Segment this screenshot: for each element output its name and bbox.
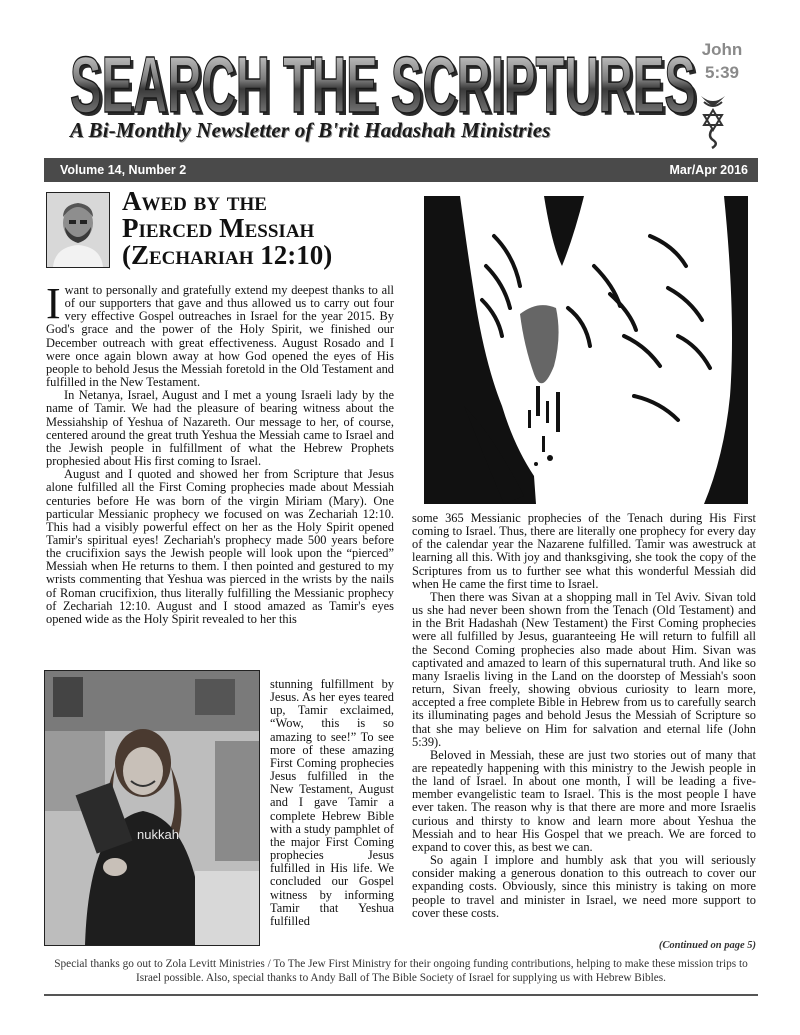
article-headline [122,188,412,269]
paragraph-1-text: want to personally and gratefully extend my deepest thanks to all of our supporters that gave and thus allowed us to carry out four very effective Gospel outreaches in Israel for the year 2015. By God's grace and the power of the Holy Spirit, we finished our December outreach with great effectiveness. August Rosado and I were once again blown away at how God opened the eyes of His people to behold Jesus the Messiah foretold in the Old Testament and fulfilled in the New Testament. [46,283,394,390]
pierced-hand-illustration [424,196,748,504]
headline-line-3: (Zechariah 12:10) [122,240,333,270]
issue-volume: Volume 14, Number 2 [60,163,187,177]
issue-date: Mar/Apr 2016 [669,163,748,177]
masthead-title-logo [64,32,704,124]
article-paragraph-3: August and I quoted and showed her from Scripture that Jesus alone fulfilled all the First Coming prophecies made about Messiah centuries before He was born of the virgin Miriam (Mary). One particular Messianic prophecy we focused on was Zechariah 12:10. This had a visibly powerful effect on her as the Holy Spirit opened Tamir's spiritual eyes! Zechariah's prophecy made 500 years before the crucifixion says the Jewish people will look upon the “pierced” Messiah when He returns to them. I then pointed and gestured to my wrists commenting that Yeshua was pierced in the wrists by the nails of Roman crucifixion, thus literally fulfilling the Messianic prophecy of Zechariah 12:10. August and I stood amazed as Tamir's eyes opened wide as the Holy Spirit revealed to her this [46,467,394,626]
issue-info-bar [44,158,758,182]
verse-ref-chapter: 5:39 [704,63,740,82]
article-paragraph-r1: some 365 Messianic prophecies of the Tenach during His First coming to Israel. Thus, there are literally one prophecy for every day of the calendar year the Nazarene fulfilled. Tamir was awestruck at learning all this. With joy and thanksgiving, she took the copy of the Scriptures from us to further see what this wonderful Messiah did when He came the first time to Israel. [412,511,756,591]
article-paragraph-r2: Then there was Sivan at a shopping mall in Tel Aviv. Sivan told us she had never been shown from the Tenach (Old Testament) and in the Brit Hadashah (New Testament) the First Coming prophecies were all fulfilled by Jesus, guaranteeing He will return to fulfill all the Second Coming prophecies also made about Him. Sivan was captivated and amazed to learn of this supernatural truth. And like so many Israelis living in the Land on the doorstep of Messiah's soon return, Sivan freely, showing obvious curiosity to learn more, accepted a free complete Bible in Hebrew from us to carefully search its illuminating pages and behold Jesus the Messiah of Scripture so that she may believe on Him for salvation and eternal life (John 5:39). [412,589,756,749]
article-paragraph-r3: Beloved in Messiah, these are just two stories out of many that are repeatedly happening with this ministry to the Jewish people in the land of Israel. In about one month, I will be leading a five-member evangelistic team to Israel. This is the most people I have ever taken. The reason why is that there are more and more Israelis curious and thirsty to know and learn more about Yeshua the Messiah and to hear His Gospel that we preach. We are forced to expand to cover this, as best we can. [412,747,756,854]
author-photo [46,192,110,268]
article-column-right [412,512,756,920]
headline-line-2: Pierced Messiah [122,213,315,243]
tamir-photo-image [45,671,259,945]
article-paragraph-r4: So again I implore and humbly ask that you will seriously consider making a generous donation to this outreach to cover our expanding costs. Obviously, since this ministry is taking on more people to travel and minister in Israel, we need more support to cover these costs. [412,853,756,920]
verse-reference [696,38,748,84]
photo-tamir-with-bible [44,670,260,946]
newsletter-subtitle: A Bi-Monthly Newsletter of B'rit Hadashah Ministries [70,118,551,142]
article-paragraph-3-continued: stunning fulfillment by Jesus. As her eyes teared up, Tamir exclaimed, “Wow, this is so amazing to see!” To see more of these amazing First Coming prophecies Jesus fulfilled in the New Testament, August and I gave Tamir a complete Hebrew Bible with a study pamphlet of the major First Coming prophecies Jesus fulfilled in His life. We concluded our Gospel witness by informing Tamir that Yeshua fulfilled [270,677,394,928]
article-column-narrow [270,678,394,928]
author-portrait-image [47,193,109,267]
verse-ref-book: John [701,40,743,59]
article-column-left [46,279,394,626]
masthead-title-text: SEARCH THE SCRIPTURES [70,40,696,124]
footer-divider [44,994,758,996]
continued-on-page: (Continued on page 5) [658,940,756,951]
headline-line-1: Awed by the [122,186,267,216]
footer-acknowledgement: Special thanks go out to Zola Levitt Ministries / To The Jew First Ministry for their ongoing funding contributions, helping to make these mission trips to Israel possible. Also, special thanks to Andy Ball of The Bible Society of Israel for supplying us with Hebrew Bibles. [54,958,748,984]
masthead-title-shadow: SEARCH THE SCRIPTURES [73,43,699,124]
article-paragraph-1 [46,279,394,390]
drop-cap: I [46,279,61,328]
shirt-text: nukkah [137,827,179,842]
article-paragraph-2: In Netanya, Israel, August and I met a young Israeli lady by the name of Tamir. We had the pleasure of bearing witness about the Messiahship of Yeshua of Nazareth. Our message to her, of course, centered around the great truth Yeshua the Messiah came to Israel and the Jewish people in fulfillment of what the Hebrew Prophets prophesied about His first coming to Israel. [46,388,394,469]
